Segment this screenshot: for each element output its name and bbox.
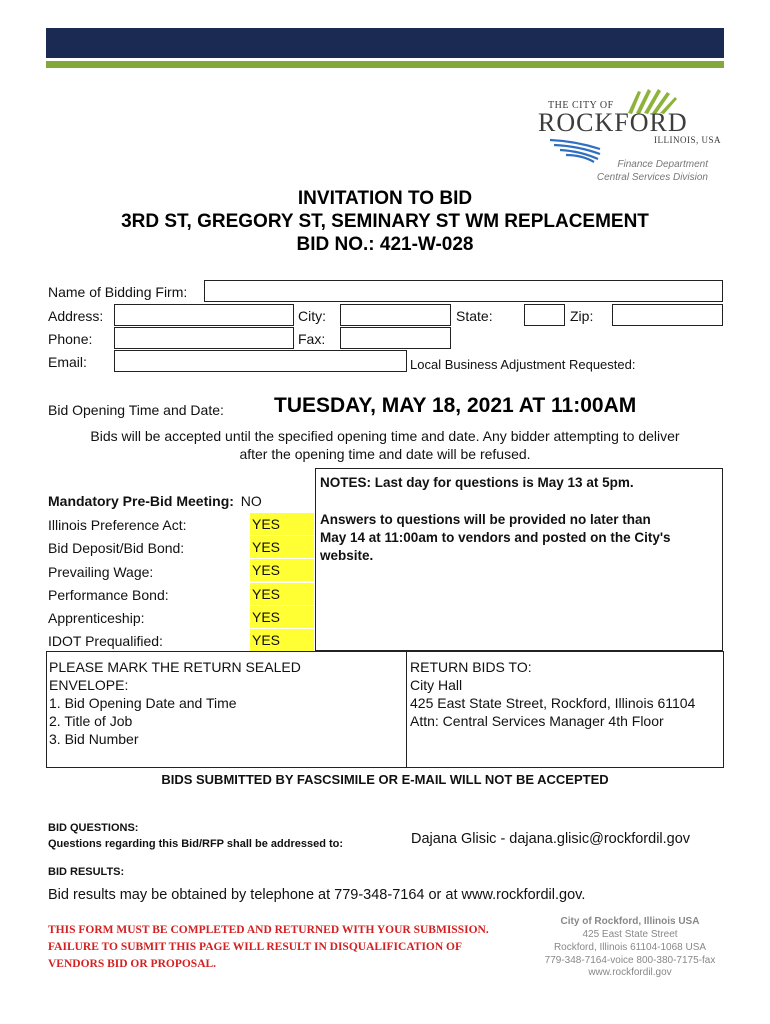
acceptance-text-1: Bids will be accepted until the specified opening time and date. Any bidder attempting to deliver <box>90 428 680 444</box>
zip-label: Zip: <box>570 308 594 324</box>
return-instruction-line: 2. Title of Job <box>49 713 133 729</box>
local-adjustment-label: Local Business Adjustment Requested: <box>410 357 636 372</box>
return-instruction-line: PLEASE MARK THE RETURN SEALED <box>49 659 301 675</box>
fax-field[interactable] <box>340 327 451 349</box>
footer-street: 425 East State Street <box>582 929 678 940</box>
return-instructions-box <box>46 651 406 768</box>
return-address-box <box>406 651 724 768</box>
logo-city-name: ROCKFORD <box>538 108 688 137</box>
opening-date: TUESDAY, MAY 18, 2021 AT 11:00AM <box>274 394 637 417</box>
requirement-value: YES <box>250 629 314 651</box>
questions-title: BID QUESTIONS: <box>48 822 139 834</box>
email-label: Email: <box>48 354 87 370</box>
disclaimer-line-2: FAILURE TO SUBMIT THIS PAGE WILL RESULT IN DISQUALIFICATION OF <box>48 941 463 953</box>
project-title: 3RD ST, GREGORY ST, SEMINARY ST WM REPLACEMENT <box>121 211 649 232</box>
dept-name: Finance Department <box>617 159 708 170</box>
logo-state: ILLINOIS, USA <box>654 135 721 145</box>
header-band-green <box>46 61 724 68</box>
acceptance-text-2: after the opening time and date will be refused. <box>239 446 531 462</box>
return-address-line: 425 East State Street, Rockford, Illinois 61104 <box>410 695 696 711</box>
requirement-value: YES <box>250 513 314 535</box>
city-label: City: <box>298 308 326 324</box>
state-field[interactable] <box>524 304 565 326</box>
requirement-label: Prevailing Wage: <box>48 564 154 580</box>
footer-phone: 779-348-7164-voice 800-380-7175-fax <box>544 955 716 966</box>
disclaimer-line-3: VENDORS BID OR PROPOSAL. <box>48 958 217 970</box>
questions-contact: Dajana Glisic - dajana.glisic@rockfordil.gov <box>411 831 691 847</box>
header-band-navy <box>46 28 724 58</box>
prebid-label: Mandatory Pre-Bid Meeting: <box>48 493 234 509</box>
page-title: INVITATION TO BID <box>297 188 473 209</box>
address-field[interactable] <box>114 304 294 326</box>
prebid-value: NO <box>240 493 262 509</box>
fax-label: Fax: <box>298 331 326 347</box>
requirement-label: Performance Bond: <box>48 587 169 603</box>
email-field[interactable] <box>114 350 407 372</box>
firm-name-field[interactable] <box>204 280 723 302</box>
notes-line-1: NOTES: Last day for questions is May 13 at 5pm. <box>320 475 634 490</box>
requirement-label: IDOT Prequalified: <box>48 633 163 649</box>
notes-box <box>315 468 723 651</box>
questions-text: Questions regarding this Bid/RFP shall be addressed to: <box>48 838 344 850</box>
state-label: State: <box>456 308 493 324</box>
notes-line-3: May 14 at 11:00am to vendors and posted on the City's <box>320 530 671 545</box>
notes-line-2: Answers to questions will be provided no later than <box>320 512 651 527</box>
requirement-label: Apprenticeship: <box>48 610 145 626</box>
fax-warning: BIDS SUBMITTED BY FASCSIMILE OR E-MAIL WILL NOT BE ACCEPTED <box>161 772 609 787</box>
opening-label: Bid Opening Time and Date: <box>48 402 224 418</box>
requirement-value: YES <box>250 559 314 581</box>
phone-label: Phone: <box>48 331 93 347</box>
results-text: Bid results may be obtained by telephone at 779-348-7164 or at www.rockfordil.gov. <box>48 887 586 903</box>
requirement-label: Bid Deposit/Bid Bond: <box>48 540 185 556</box>
return-address-line: RETURN BIDS TO: <box>410 659 532 675</box>
footer-city-state: Rockford, Illinois 61104-1068 USA <box>553 942 707 953</box>
return-address-line: Attn: Central Services Manager 4th Floor <box>410 713 664 729</box>
requirement-value: YES <box>250 583 314 605</box>
address-label: Address: <box>48 308 104 324</box>
requirement-value: YES <box>250 536 314 558</box>
firm-label: Name of Bidding Firm: <box>48 284 188 300</box>
requirement-value: YES <box>250 606 314 628</box>
city-field[interactable] <box>340 304 451 326</box>
zip-field[interactable] <box>612 304 723 326</box>
disclaimer-line-1: THIS FORM MUST BE COMPLETED AND RETURNED WITH YOUR SUBMISSION. <box>48 924 489 936</box>
bid-number: BID NO.: 421-W-028 <box>296 234 474 255</box>
division-name: Central Services Division <box>596 172 708 183</box>
footer-website: www.rockfordil.gov <box>588 967 672 978</box>
return-instruction-line: 3. Bid Number <box>49 731 139 747</box>
footer-city-name: City of Rockford, Illinois USA <box>560 916 700 927</box>
local-adjustment-field[interactable] <box>655 352 723 372</box>
phone-field[interactable] <box>114 327 294 349</box>
notes-line-4: website. <box>320 548 374 563</box>
logo-city-prefix: THE CITY OF <box>548 100 614 111</box>
return-instruction-line: 1. Bid Opening Date and Time <box>49 695 237 711</box>
prebid-meeting <box>48 493 262 509</box>
requirement-label: Illinois Preference Act: <box>48 517 187 533</box>
return-instruction-line: ENVELOPE: <box>49 677 129 693</box>
return-address-line: City Hall <box>410 677 463 693</box>
results-title: BID RESULTS: <box>48 866 125 878</box>
